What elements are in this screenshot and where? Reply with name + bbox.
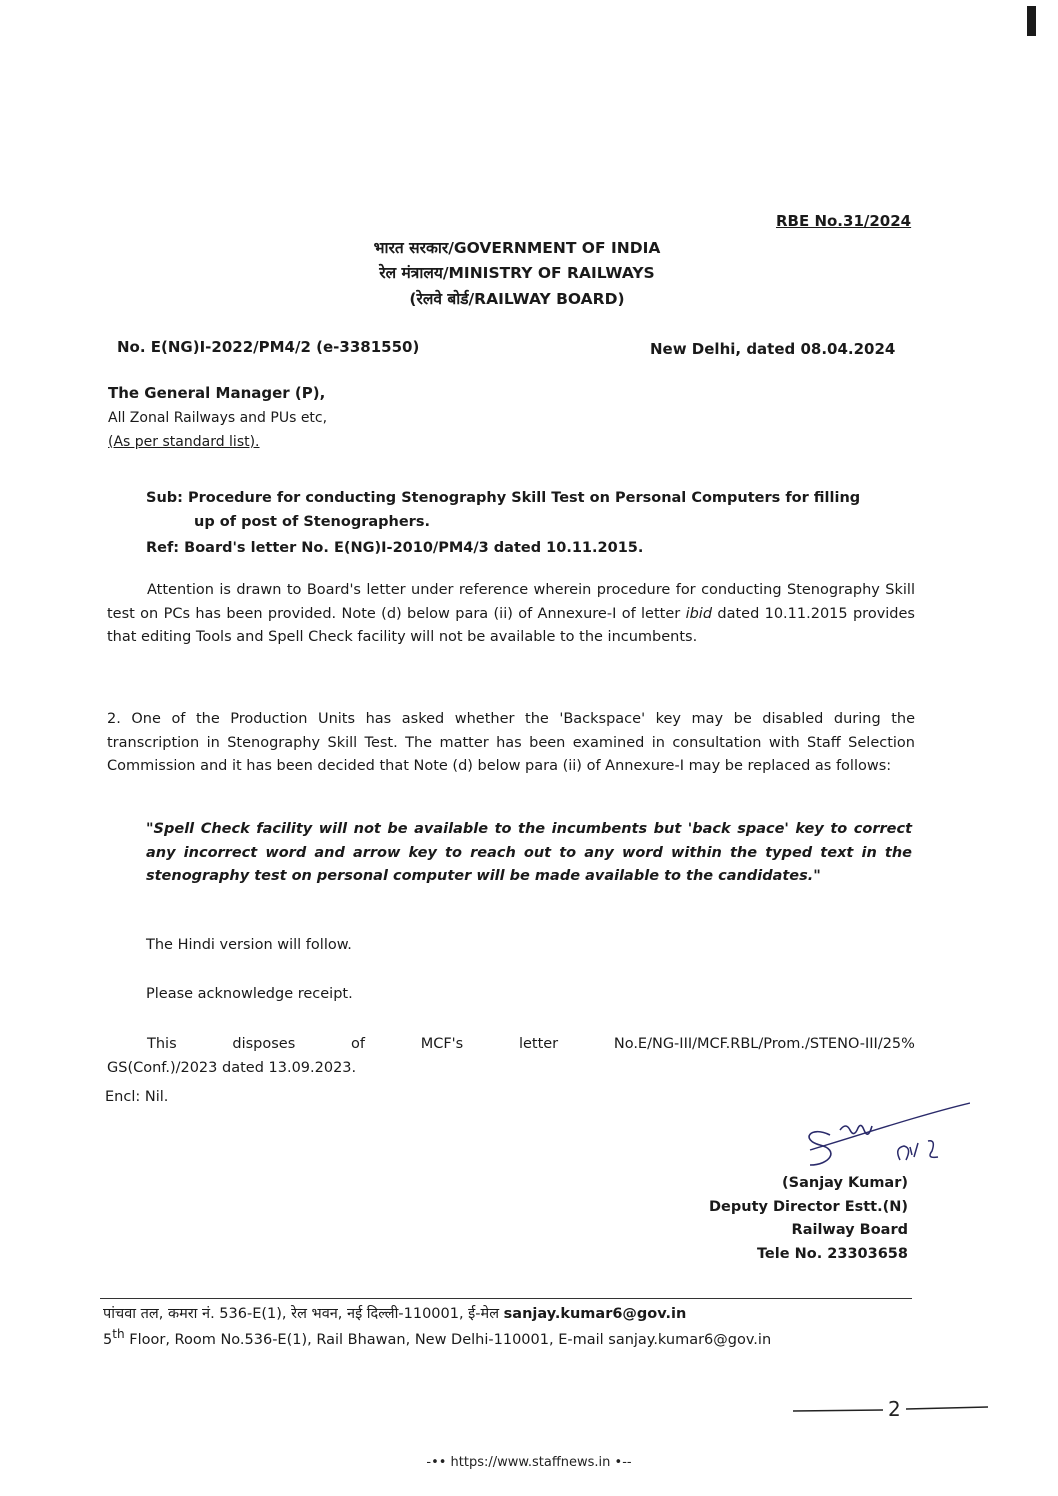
handwritten-signature xyxy=(770,1095,970,1175)
scan-corner-mark xyxy=(1027,6,1036,36)
signatory-designation: Deputy Director Estt.(N) xyxy=(709,1198,908,1215)
signature-block xyxy=(709,1172,908,1266)
disposes-word: letter xyxy=(518,1036,559,1052)
subject-line-2: up of post of Stenographers. xyxy=(194,514,430,530)
disposes-word: disposes xyxy=(232,1036,296,1052)
footer-english-text: Floor, Room No.536-E(1), Rail Bhawan, New Delhi-110001, E-mail sanjay.kumar6@gov.in xyxy=(124,1331,772,1348)
file-number: No. E(NG)I-2022/PM4/2 (e-3381550) xyxy=(117,338,420,356)
subject-line-1: Sub: Procedure for conducting Stenography Skill Test on Personal Computers for filling xyxy=(146,490,861,506)
disposes-paragraph xyxy=(107,1032,915,1080)
reference-line: Ref: Board's letter No. E(NG)I-2010/PM4/3 dated 10.11.2015. xyxy=(146,540,644,556)
acknowledge-request: Please acknowledge receipt. xyxy=(146,986,353,1002)
addressee-list-note: (As per standard list). xyxy=(108,434,260,450)
signatory-office: Railway Board xyxy=(791,1222,908,1238)
footer-floor-suffix: th xyxy=(112,1327,125,1341)
paragraph-1-text-a: Attention is drawn to Board's letter under reference wherein procedure for conducting Stenography Skill test on PCs has been provided. Note (d) below para (ii) of Annexure-I of letter xyxy=(107,582,915,622)
disposes-line-1 xyxy=(107,1032,915,1056)
letter-date: New Delhi, dated 08.04.2024 xyxy=(650,340,896,358)
paragraph-1 xyxy=(107,579,915,650)
paragraph-1-ibid: ibid xyxy=(685,605,713,622)
next-page-number: 2 xyxy=(888,1397,901,1421)
replacement-note-quote: "Spell Check facility will not be available to the incumbents but 'back space' key to correct any incorrect word and arrow key to reach out to any word within the typed text in the stenography test on personal computer will be made available to the candidates." xyxy=(146,821,912,884)
addressee-line: All Zonal Railways and PUs etc, xyxy=(108,410,328,426)
disposes-word: This xyxy=(147,1036,177,1052)
disposes-word: No.E/NG-III/MCF.RBL/Prom./STENO-III/25% xyxy=(613,1036,915,1052)
signatory-name: (Sanjay Kumar) xyxy=(782,1175,908,1191)
paragraph-2: 2. One of the Production Units has asked whether the 'Backspace' key may be disabled during the transcription in Stenography Skill Test. The matter has been examined in consultation with Staff Selection Commission and it has been decided that Note (d) below para (ii) of Annexure-I may be replaced as follows: xyxy=(107,711,915,774)
footer-divider xyxy=(100,1298,912,1299)
signatory-telephone: Tele No. 23303658 xyxy=(756,1245,908,1262)
disposes-word: of xyxy=(350,1036,365,1052)
website-footer: -•• https://www.staffnews.in •-- xyxy=(426,1455,632,1470)
next-page-marker xyxy=(788,1394,988,1424)
hindi-version-note: The Hindi version will follow. xyxy=(146,937,352,953)
disposes-word: MCF's xyxy=(420,1036,464,1052)
footer-floor-number: 5 xyxy=(103,1331,113,1348)
disposes-line-2: GS(Conf.)/2023 dated 13.09.2023. xyxy=(107,1060,357,1076)
rbe-reference-number: RBE No.31/2024 xyxy=(776,212,912,230)
enclosure-note: Encl: Nil. xyxy=(105,1089,169,1105)
header-railway-board: (रेलवे बोर्ड/RAILWAY BOARD) xyxy=(409,290,625,308)
subject xyxy=(146,486,936,534)
addressee-title: The General Manager (P), xyxy=(108,384,326,402)
footer-address-hindi xyxy=(103,1303,686,1323)
footer-address-english xyxy=(103,1327,771,1348)
footer-hindi-email: sanjay.kumar6@gov.in xyxy=(503,1306,687,1322)
header-government: भारत सरकार/GOVERNMENT OF INDIA xyxy=(373,239,661,257)
footer-hindi-text: पांचवा तल, कमरा नं. 536-E(1), रेल भवन, नई दिल्ली-110001, ई-मेल xyxy=(103,1306,504,1322)
header-ministry: रेल मंत्रालय/MINISTRY OF RAILWAYS xyxy=(379,264,655,282)
paragraph-1-text-b: dated 10.11.2015 provides that editing Tools and Spell Check facility will not be available to the incumbents. xyxy=(107,605,915,645)
